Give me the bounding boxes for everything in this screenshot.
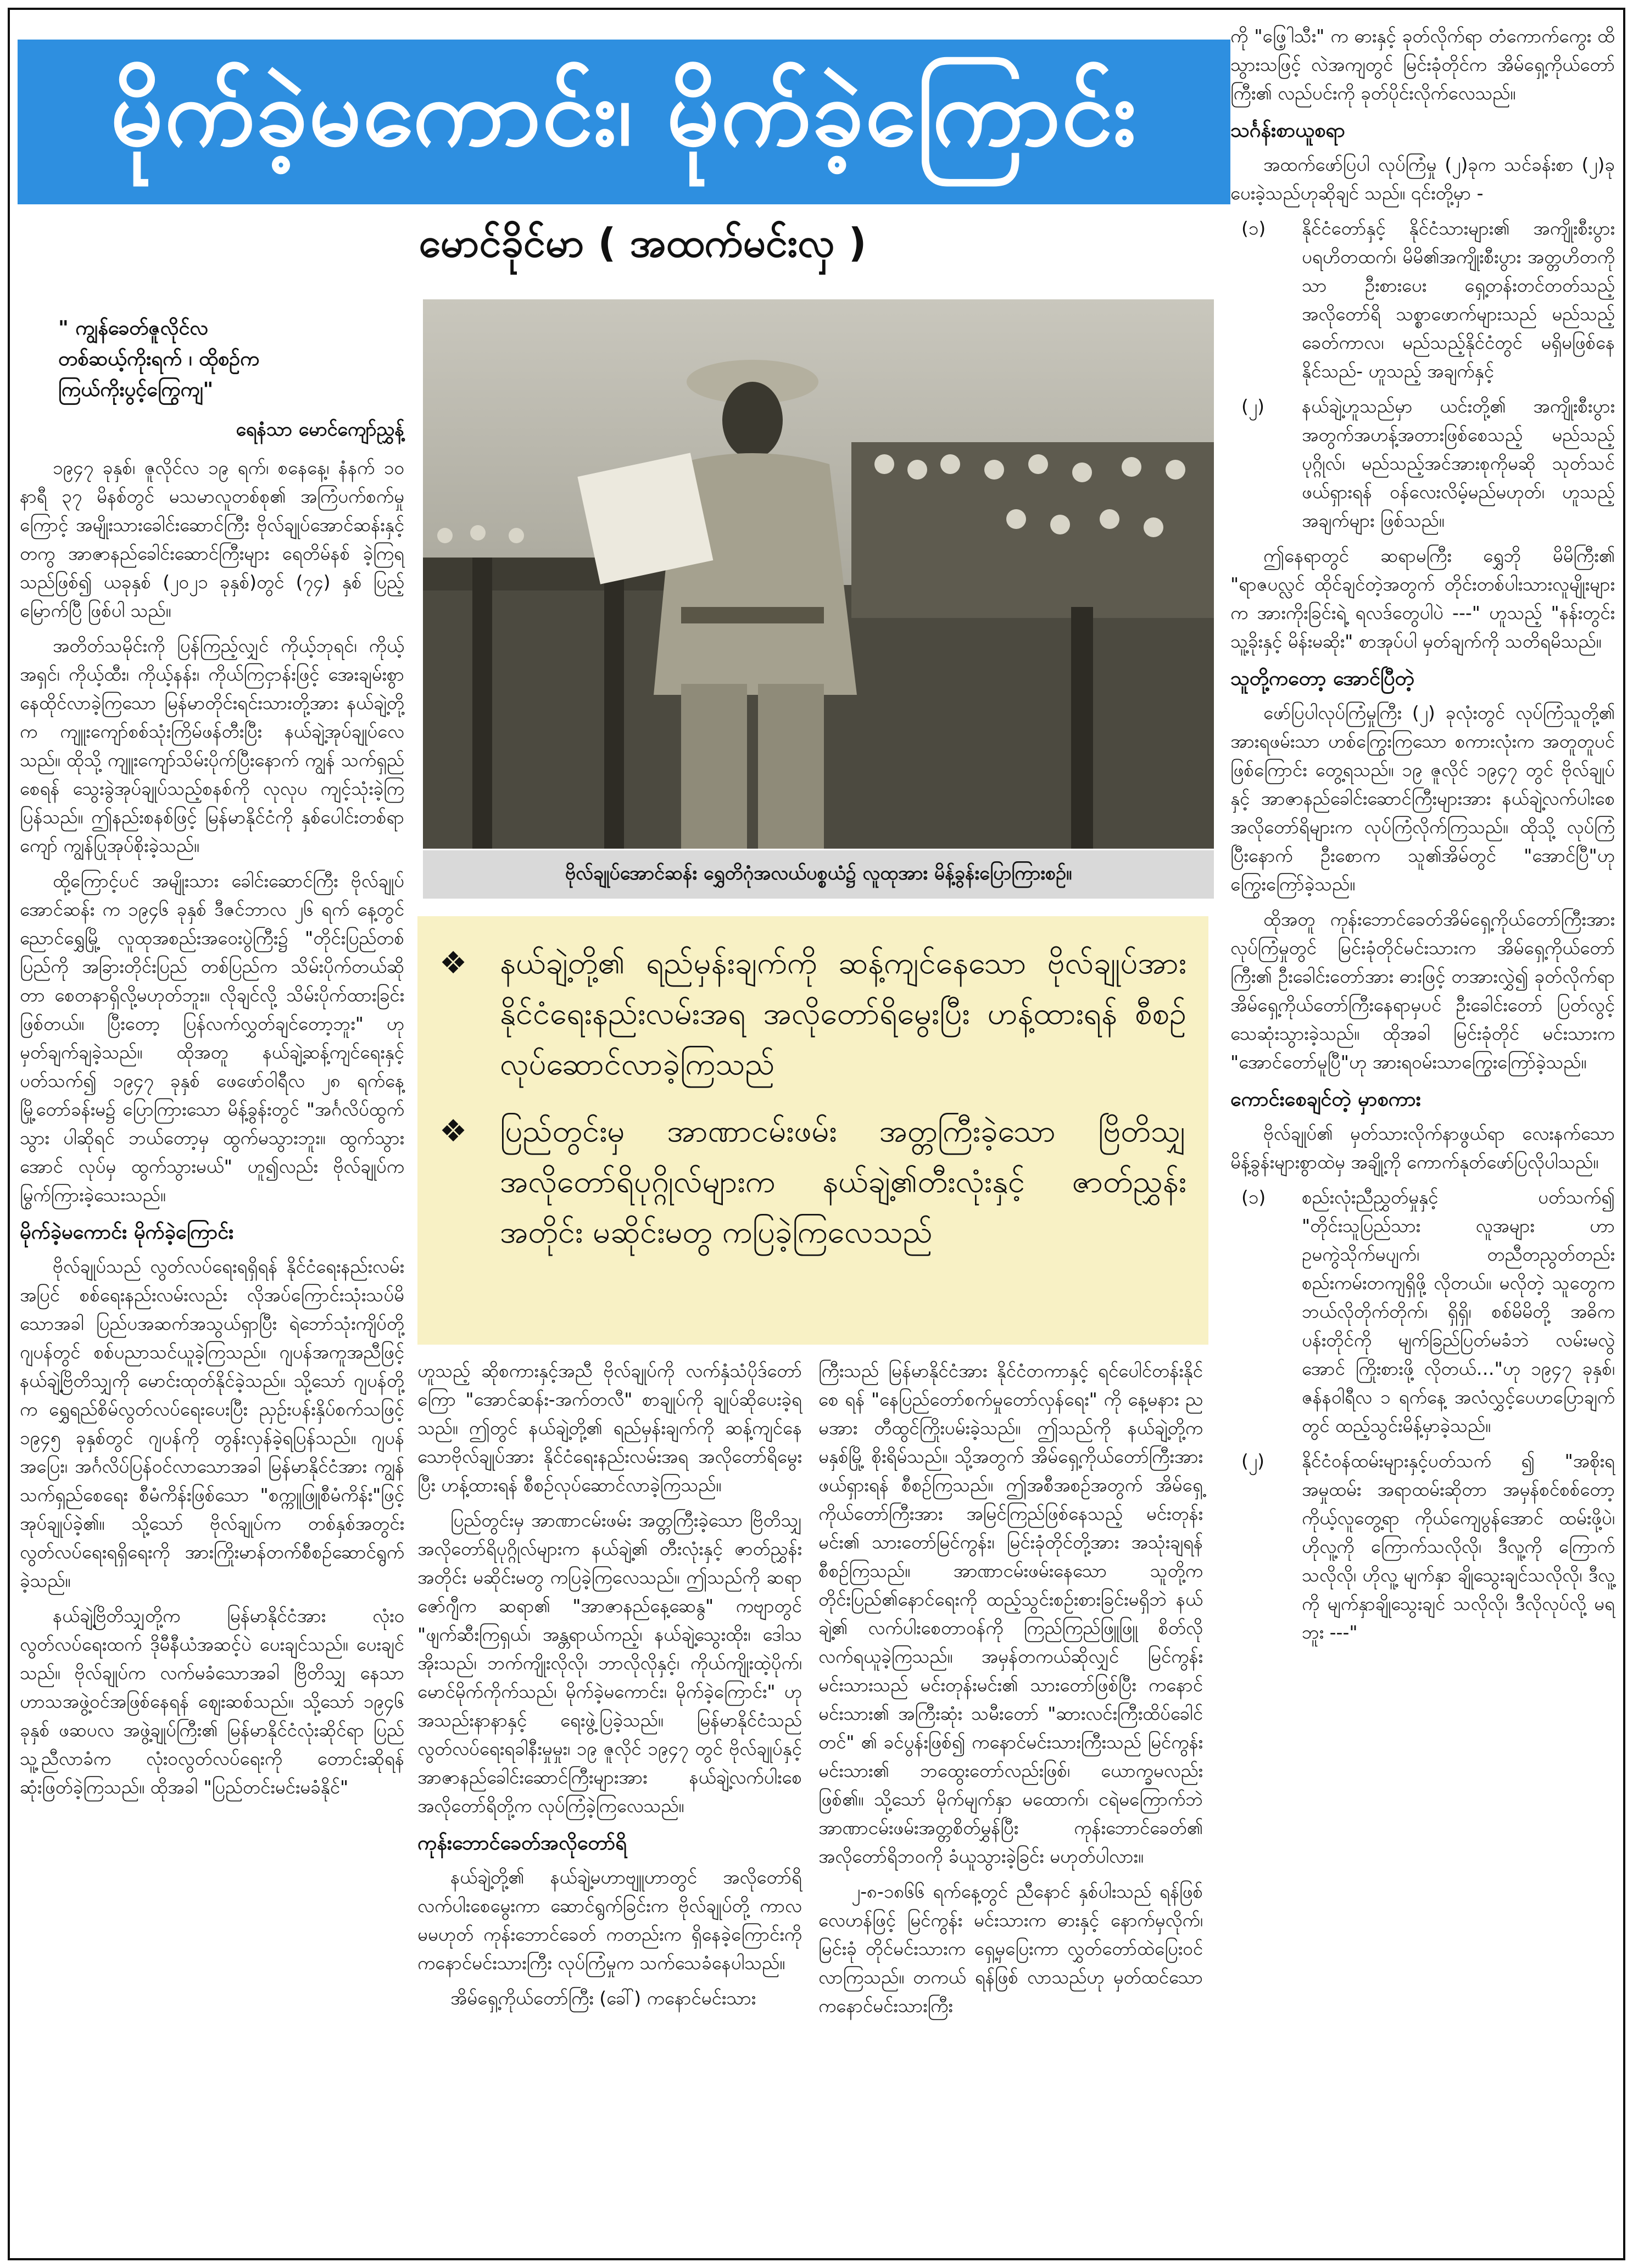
list-text: နိုင်ငံဝန်ထမ်းများနှင့်ပတ်သက် ၍ "အစိုးရအမှုထမ်း အရာထမ်းဆိုတာ အမှန်စင်စစ်တော့ ကိုယ့်လူတွေ့ရာ ကိုယ်ကျေပွန်အောင် ထမ်းဖို့ပဲ၊ ဟိုလူ့ကို ကြောက်သလိုလို၊ ဒီလူ့ကို ကြောက်သလိုလို၊ ဟိုလူ့ မျက်နှာ ချိုသွေးချင်သလိုလို၊ ဒီလူ့ကို မျက်နှာချိုသွေးချင် သလိုလို၊ ဒီလိုလုပ်လို့ မရဘူး ---" — [1302, 1450, 1615, 1643]
headline-banner — [18, 40, 1230, 204]
paragraph: ကို "ဖြေ့ါသီး" က ဓားနှင့် ခုတ်လိုက်ရာ တံကောက်ကွေး ထိသွားသဖြင့် လဲအကျတွင် မြင်းခုံတိုင်က အိမ်ရှေ့ကိုယ်တော်ကြီး၏ လည်ပင်းကို ခုတ်ပိုင်းလိုက်လေသည်။ — [1230, 25, 1615, 104]
pull-quote-item — [439, 1106, 1186, 1258]
article-column-2 — [417, 1357, 802, 2019]
pull-quote-text: ပြည်တွင်းမှ အာဏာငမ်းဖမ်း အတ္တကြီးခဲ့သော ဗြိတိသျှ အလိုတော်ရိပုဂ္ဂိုလ်များက နယ်ချဲ့၏တီးလုံးနှင့် ဇာတ်ညွှန်း အတိုင်း မဆိုင်းမတွ ကပြခဲ့ကြလေသည် — [500, 1113, 1186, 1250]
byline: မောင်ခိုင်မာ ( အထက်မင်းလှ ) — [419, 220, 867, 266]
section-heading: မိုက်ခဲ့မကောင်း မိုက်ခဲ့ကြောင်း — [20, 1221, 234, 1244]
photo-illustration — [423, 299, 1214, 849]
paragraph: ၁၉၄၇ ခုနှစ်၊ ဇူလိုင်လ ၁၉ ရက်၊ စနေနေ့၊ နံနက် ၁၀ နာရီ ၃၇ မိနစ်တွင် မသမာလူတစ်စု၏ အကြံပက်စက်မှုကြောင့် အမျိုးသားခေါင်းဆောင်ကြီး ဗိုလ်ချုပ်အောင်ဆန်းနှင့်တကွ အာဇာနည်ခေါင်းဆောင်ကြီးများ ရေတိမ်နစ် ခဲ့ကြရသည်ဖြစ်၍ ယခုနှစ် (၂၀၂၁ ခုနှစ်)တွင် (၇၄) နှစ် ပြည့်မြောက်ပြီ ဖြစ်ပါ သည်။ — [20, 457, 404, 621]
list-number: (၂) — [1241, 1450, 1264, 1472]
list-number: (၁) — [1241, 218, 1266, 239]
pull-quote-item — [439, 938, 1186, 1090]
epigraph-line: " ကျွန်ခေတ်ဇူလိုင်လ — [58, 317, 209, 339]
pull-quote-box — [417, 916, 1208, 1345]
paragraph: နယ်ချဲ့တို့၏ နယ်ချဲ့မဟာဗျူဟာတွင် အလိုတော်ရိလက်ပါးစေမွေးကာ ဆောင်ရွက်ခြင်းက ဗိုလ်ချုပ်တို့ ကာလမမဟုတ် ကုန်းဘောင်ခေတ် ကတည်းက ရှိနေခဲ့ကြောင်းကို ကနောင်မင်းသားကြီး လုပ်ကြံမှုက သက်သေခံနေပါသည်။ — [417, 1866, 802, 1974]
paragraph: နယ်ချဲ့ဗြိတိသျှတို့က မြန်မာနိုင်ငံအား လုံးဝလွတ်လပ်ရေးထက် ဒိုမီနီယံအဆင့်ပဲ ပေးချင်သည်။ ပေးချင်သည်။ ဗိုလ်ချုပ်က လက်မခံသောအခါ ဗြိတိသျှ နေသာဟာသအဖွဲ့ဝင်အဖြစ်နေရန် ဈေးဆစ်သည်။ သို့သော် ၁၉၄၆ ခုနှစ် ဖဆပလ အဖွဲ့ချုပ်ကြီး၏ မြန်မာနိုင်ငံလုံးဆိုင်ရာ ပြည်သူ့ညီလာခံက လုံးဝလွတ်လပ်ရေးကို တောင်းဆိုရန် ဆုံးဖြတ်ခဲ့ကြသည်။ ထိုအခါ "ပြည်တင်းမင်းမခံနိုင်" — [20, 1605, 404, 1798]
list-text: နိုင်ငံတော်နှင့် နိုင်ငံသားများ၏ အကျိုးစီးပွား ပရဟိတထက်၊ မိမိ၏အကျိုးစီးပွား အတ္တဟိတကိုသာ ဦးစားပေး ရှေ့တန်းတင်တတ်သည့် အလိုတော်ရိ သစ္စာဖောက်များသည် မည်သည့်ခေတ်ကာလ၊ မည်သည့်နိုင်ငံတွင် မရှိမဖြစ်နေနိုင်သည်- ဟူသည့် အချက်နှင့် — [1302, 218, 1615, 382]
paragraph: အတိတ်သမိုင်းကို ပြန်ကြည့်လျှင် ကိုယ့်ဘုရင်၊ ကိုယ့်အရှင်၊ ကိုယ့်ထီး၊ ကိုယ့်နန်း၊ ကိုယ်ကြငှာန်းဖြင့် အေးချမ်းစွာ နေထိုင်လာခဲ့ကြသော မြန်မာတိုင်းရင်းသားတို့အား နယ်ချဲ့တို့က ကျူးကျော်စစ်သုံးကြိမ်ဖန်တီးပြီး နယ်ချဲ့အုပ်ချုပ်လေသည်။ ထိုသို့ ကျူးကျော်သိမ်းပိုက်ပြီးနောက် ကျွန် သက်ရှည်စေရန် သွေးခွဲအုပ်ချုပ်သည့်စနစ်ကို လုလုပ ကျင့်သုံးခဲ့ကြပြန်သည်။ ဤနည်းစနစ်ဖြင့် မြန်မာနိုင်ငံကို နှစ်ပေါင်းတစ်ရာကျော် ကျွန်ပြုအုပ်စိုးခဲ့သည်။ — [20, 635, 404, 856]
article-photo — [423, 299, 1214, 849]
list-number: (၂) — [1241, 395, 1264, 417]
list-item — [1230, 214, 1615, 386]
paragraph: ဖော်ပြပါလုပ်ကြံမှုကြီး (၂) ခုလုံးတွင် လုပ်ကြံသူတို့၏ အားရဖမ်းသာ ဟစ်ကြွေးကြသော စကားလုံးက အတူတူပင်ဖြစ်ကြောင်း တွေ့ရသည်။ ၁၉ ဇူလိုင် ၁၉၄၇ တွင် ဗိုလ်ချုပ်နှင့် အာဇာနည်ခေါင်းဆောင်ကြီးများအား နယ်ချဲ့လက်ပါးစေ အလိုတော်ရိများက လုပ်ကြံလိုက်ကြသည်။ ထိုသို့ လုပ်ကြံပြီးနောက် ဦးစောက သူ၏အိမ်တွင် "အောင်ပြီ"ဟု ကြွေးကြော်ခဲ့သည်။ — [1230, 702, 1615, 895]
diamond-bullet-icon: ❖ — [439, 1113, 467, 1149]
section-heading: သင်္ဂန်းစာယူစရာ — [1230, 119, 1345, 142]
section-heading: သူတို့ကတော့ အောင်ပြီတဲ့ — [1230, 667, 1414, 690]
paragraph: ကြီးသည် မြန်မာနိုင်ငံအား နိုင်ငံတကာနှင့် ရင်ပေါင်တန်းနိုင်စေ ရန် "နေပြည်တော်စက်မှုတော်လှန်ရေး" ကို နေ့မနား ညမအား တီထွင်ကြိုးပမ်းခဲ့သည်။ ဤသည်ကို နယ်ချဲ့တို့က မနှစ်မြို့ စိုးရိမ်သည်။ သို့အတွက် အိမ်ရှေ့ကိုယ်တော်ကြီးအား ဖယ်ရှားရန် စီစဉ်ကြသည်။ ဤအစီအစဉ်အတွက် အိမ်ရှေ့ကိုယ်တော်ကြီးအား အမြင်ကြည်ဖြစ်နေသည့် မင်းတုန်းမင်း၏ သားတော်မြင်ကွန်း၊ မြင်းခုံတိုင်တို့အား အသုံးချရန် စီစဉ်ကြသည်။ အာဏာငမ်းဖမ်းနေသော သူတို့က တိုင်းပြည်၏နောင်ရေးကို ထည့်သွင်းစဉ်းစားခြင်းမရှိဘဲ နယ်ချဲ့၏ လက်ပါးစေတာဝန်ကို ကြည်ကြည်ဖြူဖြူ စိတ်လိုလက်ရယူခဲ့ကြသည်။ အမှန်တကယ်ဆိုလျှင် မြင်ကွန်းမင်းသားသည် မင်းတုန်းမင်း၏ သားတော်ဖြစ်ပြီး ကနောင်မင်းသား၏ အကြီးဆုံး သမီးတော် "ဆားလင်းကြီးထိပ်ခေါင်တင်" ၏ ခင်ပွန်းဖြစ်၍ ကနောင်မင်းသားကြီးသည် မြင်ကွန်းမင်းသား၏ ဘထွေးတော်လည်းဖြစ်၊ ယောက္ခမလည်း ဖြစ်၏။ သို့သော် မိုက်မျက်နှာ မထောက်၊ ငရဲမကြောက်ဘဲ အာဏာငမ်းဖမ်းအတ္တစိတ်မွှန်ပြီး ကုန်းဘောင်ခေတ်၏ အလိုတော်ရိဘဝကို ခံယူသွားခဲ့ခြင်း မဟုတ်ပါလား။ — [818, 1360, 1203, 1867]
article-column-4 — [1230, 22, 1615, 1653]
paragraph: အိမ်ရှေ့ကိုယ်တော်ကြီး (ခေါ်) ကနောင်မင်းသား — [450, 1987, 756, 2009]
list-text: နယ်ချဲ့ဟူသည်မှာ ယင်းတို့၏ အကျိုးစီးပွားအတွက်အဟန့်အတားဖြစ်စေသည့် မည်သည့် ပုဂ္ဂိုလ်၊ မည်သည့်အင်အားစုကိုမဆို သုတ်သင်ဖယ်ရှားရန် ဝန်လေးလိမ့်မည်မဟုတ်၊ ဟူသည့်အချက်များ ဖြစ်သည်။ — [1302, 395, 1615, 531]
epigraph-line: ကြယ်ကိုးပွင့်ကြွေကျ" — [58, 378, 214, 401]
paragraph: ဤနေရာတွင် ဆရာမကြီး ရွှေဘို မိမိကြီး၏ "ရာဇပလ္လင် ထိုင်ချင်တဲ့အတွက် တိုင်းတစ်ပါးသားလူမျိုးများက အားကိုးခြင်းရဲ့ ရလဒ်တွေပါပဲ ---" ဟူသည့် "နန်းတွင်းသူ့ခိုးနှင့် မိန်းမဆိုး" စာအုပ်ပါ မှတ်ချက်ကို သတိရမိသည်။ — [1230, 545, 1615, 652]
paragraph: ထိုအတူ ကုန်းဘောင်ခေတ်အိမ်ရှေ့ကိုယ်တော်ကြီးအား လုပ်ကြံမှုတွင် မြင်းခုံတိုင်မင်းသားက အိမ်ရှေ့ကိုယ်တော်ကြီး၏ ဦးခေါင်းတော်အား ဓားဖြင့် တအားလွှဲ၍ ခုတ်လိုက်ရာ အိမ်ရှေ့ကိုယ်တော်ကြီးနေရာမှပင် ဦးခေါင်းတော် ပြတ်လွင့် သေဆုံးသွားခဲ့သည်။ ထိုအခါ မြင်းခုံတိုင် မင်းသားက "အောင်တော်မူပြီ"ဟု အားရဝမ်းသာကြွေးကြော်ခဲ့သည်။ — [1230, 909, 1615, 1073]
article-column-1 — [20, 291, 404, 1808]
paragraph: အထက်ဖော်ပြပါ လုပ်ကြံမှု (၂)ခုက သင်ခန်းစာ (၂)ခု ပေးခဲ့သည်ဟုဆိုချင် သည်။ ၎င်းတို့မှာ - — [1230, 154, 1615, 204]
headline: မိုက်ခဲ့မကောင်း၊ မိုက်ခဲ့ကြောင်း — [110, 59, 1138, 166]
paragraph: ဗိုလ်ချုပ်သည် လွတ်လပ်ရေးရရှိရန် နိုင်ငံရေးနည်းလမ်းအပြင် စစ်ရေးနည်းလမ်းလည်း လိုအပ်ကြောင်းသုံးသပ်မိသောအခါ ပြည်ပအဆက်အသွယ်ရှာပြီး ရဲဘော်သုံးကျိပ်တို့ ဂျပန်တွင် စစ်ပညာသင်ယူခဲ့ကြသည်။ ဂျပန်အကူအညီဖြင့် နယ်ချဲ့ဗြိတိသျှကို မောင်းထုတ်နိုင်ခဲ့သည်။ သို့သော် ဂျပန်တို့က ရွှေရည်စိမ်လွတ်လပ်ရေးပေးပြီး ညှဉ်းပန်းနှိပ်စက်သဖြင့် ၁၉၄၅ ခုနှစ်တွင် ဂျပန်ကို တွန်းလှန်ခဲ့ရပြန်သည်။ ဂျပန်အပြေး၊ အင်္ဂလိပ်ပြန်ဝင်လာသောအခါ မြန်မာနိုင်ငံအား ကျွန်သက်ရှည်စေရေး စီမံကိန်းဖြစ်သော "စက္ကူဖြူစီမံကိန်း"ဖြင့် အုပ်ချုပ်ခဲ့၏။ သို့သော် ဗိုလ်ချုပ်က တစ်နှစ်အတွင်း လွတ်လပ်ရေးရရှိရေးကို အားကြိုးမာန်တက်စီစဉ်ဆောင်ရွက်ခဲ့သည်။ — [20, 1256, 404, 1591]
list-item — [1230, 1183, 1615, 1440]
paragraph: ၂-၈-၁၈၆၆ ရက်နေ့တွင် ညီနောင် နှစ်ပါးသည် ရန်ဖြစ်လေဟန်ဖြင့် မြင်ကွန်း မင်းသားက ဓားနှင့် နောက်မှလိုက်၊ မြင်းခုံ တိုင်မင်းသားက ရှေ့မှပြေးကာ လွှတ်တော်ထဲပြေးဝင်လာကြသည်။ တကယ် ရန်ဖြစ် လာသည်ဟု မှတ်ထင်သော ကနောင်မင်းသားကြီး — [818, 1881, 1203, 2016]
epigraph-source: ရေနံသာ မောင်ကျော်ညွှန့် — [236, 419, 404, 441]
list-item — [1230, 392, 1615, 535]
section-heading: ကုန်းဘောင်ခေတ်အလိုတော်ရိ — [417, 1832, 627, 1854]
photo-caption: ဗိုလ်ချုပ်အောင်ဆန်း ရွှေတိဂုံအလယ်ပစ္စယံ၌ လူထုအား မိန့်ခွန်းပြောကြားစဉ်။ — [423, 850, 1214, 899]
paragraph: ထို့ကြောင့်ပင် အမျိုးသား ခေါင်းဆောင်ကြီး ဗိုလ်ချုပ်အောင်ဆန်း က ၁၉၄၆ ခုနှစ် ဒီဇင်ဘာလ ၂၆ ရက် နေ့တွင် ညောင်ရွှေမြို့ လူထုအစည်းအဝေးပွဲကြီး၌ "တိုင်းပြည်တစ်ပြည်ကို အခြားတိုင်းပြည် တစ်ပြည်က သိမ်းပိုက်တယ်ဆိုတာ စေတနာရှိလို့မဟုတ်ဘူး။ လိုချင်လို့ သိမ်းပိုက်ထားခြင်းဖြစ်တယ်။ ပြီးတော့ ပြန်လက်လွှတ်ချင်တော့ဘူး" ဟု မှတ်ချက်ချခဲ့သည်။ ထိုအတူ နယ်ချဲ့ဆန့်ကျင်ရေးနှင့် ပတ်သက်၍ ၁၉၄၇ ခုနှစ် ဖေဖော်ဝါရီလ ၂၈ ရက်နေ့ မြို့တော်ခန်းမ၌ ပြောကြားသော မိန့်ခွန်းတွင် "အင်္ဂလိပ်ထွက်သွား ပါဆိုရင် ဘယ်တော့မှ ထွက်မသွားဘူး။ ထွက်သွားအောင် လုပ်မှ ထွက်သွားမယ်" ဟူ၍လည်း ဗိုလ်ချုပ်က မြွက်ကြားခဲ့သေးသည်။ — [20, 870, 404, 1206]
paragraph: ဟူသည့် ဆိုစကားနှင့်အညီ ဗိုလ်ချုပ်ကို လက်နှံသံပိုဒ်တော်ကြော "အောင်ဆန်း-အက်တလီ" စာချုပ်ကို ချုပ်ဆိုပေးခဲ့ရသည်။ ဤတွင် နယ်ချဲ့တို့၏ ရည်မှန်းချက်ကို ဆန့်ကျင်နေသောဗိုလ်ချုပ်အား နိုင်ငံရေးနည်းလမ်းအရ အလိုတော်ရိမွေးပြီး ဟန့်ထားရန် စီစဉ်လုပ်ဆောင်လာခဲ့ကြသည်။ — [417, 1360, 802, 1496]
paragraph: ပြည်တွင်းမှ အာဏာငမ်းဖမ်း အတ္တကြီးခဲ့သော ဗြိတိသျှအလိုတော်ရိပုဂ္ဂိုလ်များက နယ်ချဲ့၏ တီးလုံးနှင့် ဇာတ်ညွှန်းအတိုင်း မဆိုင်းမတွ ကပြခဲ့ကြလေသည်။ ဤသည်ကို ဆရာဇော်ဂျီက ဆရာ၏ "အာဇာနည်နေ့ဆေနွ" ကဗျာတွင် "ဖျက်ဆီးကြရှယ်၊ အန္တရာယ်ကည့်၊ နယ်ချဲ့သွေးထိုး၊ ဒေါသအိုးသည်၊ ဘက်ကျိုးလိုလို၊ ဘာလိုလိုနှင့်၊ ကိုယ်ကျိုးထဲ့ပိုက်၊ မောင်မိုက်ကိုက်သည်၊ မိုက်ခဲ့မကောင်း၊ မိုက်ခဲ့ကြောင်း" ဟု အသည်းနာနာနှင့် ရေးဖွဲ့ပြခဲ့သည်။ မြန်မာနိုင်ငံသည် လွတ်လပ်ရေးရခါနီးမှုမှုး၊ ၁၉ ဇူလိုင် ၁၉၄၇ တွင် ဗိုလ်ချုပ်နှင့် အာဇာနည်ခေါင်းဆောင်ကြီးများအား နယ်ချဲ့လက်ပါးစေ အလိုတော်ရိတို့က လုပ်ကြံခဲ့ကြလေသည်။ — [417, 1509, 802, 1816]
pull-quote-text: နယ်ချဲ့တို့၏ ရည်မှန်းချက်ကို ဆန့်ကျင်နေသော ဗိုလ်ချုပ်အား နိုင်ငံရေးနည်းလမ်းအရ အလိုတော်ရိမွေးပြီး ဟန့်ထားရန် စီစဉ်လုပ်ဆောင်လာခဲ့ကြသည် — [500, 945, 1186, 1082]
paragraph: ဗိုလ်ချုပ်၏ မှတ်သားလိုက်နာဖွယ်ရာ လေးနက်သော မိန့်ခွန်းများစွာထဲမှ အချို့ကို ကောက်နုတ်ဖော်ပြလိုပါသည်။ — [1230, 1123, 1615, 1173]
article-column-3 — [818, 1357, 1203, 2027]
diamond-bullet-icon: ❖ — [439, 945, 467, 981]
section-heading: ကောင်းစေချင်တဲ့ မှာစကား — [1230, 1088, 1421, 1111]
epigraph — [58, 313, 404, 405]
list-number: (၁) — [1241, 1186, 1266, 1208]
epigraph-line: တစ်ဆယ့်ကိုးရက် ၊ ထိုစဉ်က — [58, 348, 260, 370]
list-text: စည်းလုံးညီညွှတ်မှုနှင့် ပတ်သက်၍ "တိုင်းသူပြည်သား လူအများ ဟာ ဥမကွဲသိုက်မပျက်၊ တညီတညွတ်တည်း စည်းကမ်းတကျရှိဖို့ လိုတယ်။ မလိုတဲ့ သူတွေက ဘယ်လိုတိုက်တိုက်၊ ရှိရှိ၊ စစ်မိမိတို့ အဓိက ပန်းတိုင်ကို မျက်ခြည်ပြတ်မခံဘဲ လမ်းမလွဲအောင် ကြိုးစားဖို့ လိုတယ်…"ဟု ၁၉၄၇ ခုနှစ်၊ ဇန်နဝါရီလ ၁ ရက်နေ့ အလံလွှင့်ပေဟပြောချက်တွင် ထည့်သွင်းမိန့်မှာခဲ့သည်။ — [1302, 1186, 1615, 1436]
list-item — [1230, 1447, 1615, 1647]
